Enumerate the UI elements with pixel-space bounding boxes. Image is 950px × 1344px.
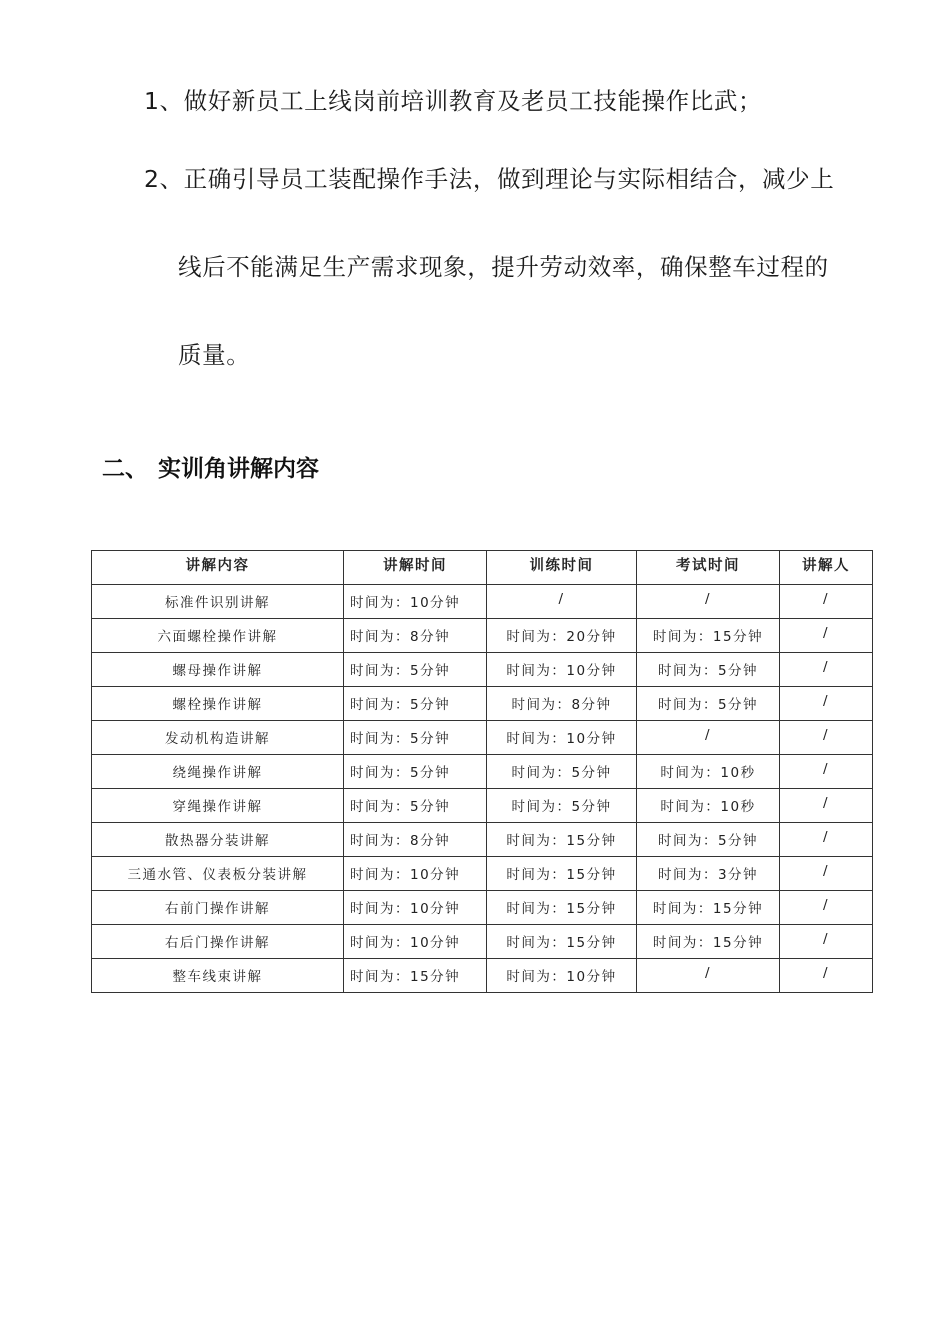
- cell-content: 发动机构造讲解: [92, 721, 344, 755]
- cell-training-time: 时间为：15分钟: [487, 857, 637, 891]
- table-row: [92, 959, 873, 993]
- cell-training-time: 时间为：10分钟: [487, 721, 637, 755]
- cell-content: 标准件识别讲解: [92, 585, 344, 619]
- cell-lecture-time: 时间为：5分钟: [344, 789, 487, 823]
- cell-lecture-time: 时间为：10分钟: [344, 857, 487, 891]
- cell-exam-time: /: [637, 585, 780, 619]
- table-row: [92, 687, 873, 721]
- cell-exam-time: 时间为：10秒: [637, 755, 780, 789]
- cell-exam-time: /: [637, 721, 780, 755]
- cell-content: 螺母操作讲解: [92, 653, 344, 687]
- cell-lecturer: /: [780, 687, 873, 721]
- table-row: [92, 653, 873, 687]
- cell-lecture-time: 时间为：5分钟: [344, 687, 487, 721]
- cell-content: 绕绳操作讲解: [92, 755, 344, 789]
- cell-training-time: 时间为：15分钟: [487, 925, 637, 959]
- cell-lecture-time: 时间为：10分钟: [344, 925, 487, 959]
- header-content: 讲解内容: [92, 551, 344, 585]
- cell-exam-time: 时间为：5分钟: [637, 687, 780, 721]
- objective-item-1: 1、做好新员工上线岗前培训教育及老员工技能操作比武；: [144, 87, 763, 115]
- cell-exam-time: 时间为：10秒: [637, 789, 780, 823]
- cell-training-time: 时间为：8分钟: [487, 687, 637, 721]
- section-title: 实训角讲解内容: [158, 456, 319, 482]
- cell-exam-time: 时间为：3分钟: [637, 857, 780, 891]
- table-row: [92, 721, 873, 755]
- objective-item-2-line-2: 线后不能满足生产需求现象，提升劳动效率，确保整车过程的: [178, 253, 829, 281]
- cell-lecturer: /: [780, 823, 873, 857]
- section-number: 二、: [102, 456, 148, 482]
- table-row: [92, 585, 873, 619]
- section-heading: [102, 454, 319, 484]
- table-row: [92, 789, 873, 823]
- cell-training-time: 时间为：5分钟: [487, 789, 637, 823]
- cell-lecturer: /: [780, 789, 873, 823]
- table-row: [92, 755, 873, 789]
- cell-lecture-time: 时间为：15分钟: [344, 959, 487, 993]
- cell-exam-time: 时间为：5分钟: [637, 653, 780, 687]
- cell-lecture-time: 时间为：10分钟: [344, 585, 487, 619]
- cell-training-time: 时间为：15分钟: [487, 891, 637, 925]
- table-header-row: [92, 551, 873, 585]
- header-lecture-time: 讲解时间: [344, 551, 487, 585]
- cell-exam-time: /: [637, 959, 780, 993]
- cell-lecturer: /: [780, 857, 873, 891]
- cell-content: 整车线束讲解: [92, 959, 344, 993]
- cell-training-time: 时间为：10分钟: [487, 959, 637, 993]
- header-training-time: 训练时间: [487, 551, 637, 585]
- cell-content: 三通水管、仪表板分装讲解: [92, 857, 344, 891]
- cell-training-time: /: [487, 585, 637, 619]
- cell-training-time: 时间为：20分钟: [487, 619, 637, 653]
- cell-lecturer: /: [780, 721, 873, 755]
- cell-exam-time: 时间为：15分钟: [637, 925, 780, 959]
- cell-content: 穿绳操作讲解: [92, 789, 344, 823]
- cell-content: 散热器分装讲解: [92, 823, 344, 857]
- table-row: [92, 891, 873, 925]
- cell-lecturer: /: [780, 959, 873, 993]
- cell-lecture-time: 时间为：5分钟: [344, 721, 487, 755]
- cell-lecture-time: 时间为：5分钟: [344, 653, 487, 687]
- cell-lecture-time: 时间为：8分钟: [344, 619, 487, 653]
- cell-training-time: 时间为：5分钟: [487, 755, 637, 789]
- cell-content: 六面螺栓操作讲解: [92, 619, 344, 653]
- cell-content: 螺栓操作讲解: [92, 687, 344, 721]
- cell-exam-time: 时间为：15分钟: [637, 619, 780, 653]
- cell-lecturer: /: [780, 755, 873, 789]
- cell-training-time: 时间为：10分钟: [487, 653, 637, 687]
- cell-lecture-time: 时间为：5分钟: [344, 755, 487, 789]
- cell-lecturer: /: [780, 891, 873, 925]
- cell-exam-time: 时间为：15分钟: [637, 891, 780, 925]
- objective-item-2-line-1: 2、正确引导员工装配操作手法，做到理论与实际相结合，减少上: [144, 165, 835, 193]
- header-exam-time: 考试时间: [637, 551, 780, 585]
- table-row: [92, 857, 873, 891]
- cell-training-time: 时间为：15分钟: [487, 823, 637, 857]
- cell-content: 右后门操作讲解: [92, 925, 344, 959]
- cell-lecturer: /: [780, 653, 873, 687]
- cell-lecturer: /: [780, 925, 873, 959]
- table-row: [92, 619, 873, 653]
- cell-exam-time: 时间为：5分钟: [637, 823, 780, 857]
- cell-lecture-time: 时间为：8分钟: [344, 823, 487, 857]
- cell-lecturer: /: [780, 585, 873, 619]
- objective-item-2-line-3: 质量。: [178, 341, 251, 369]
- training-schedule-table: [91, 550, 873, 993]
- cell-lecture-time: 时间为：10分钟: [344, 891, 487, 925]
- cell-content: 右前门操作讲解: [92, 891, 344, 925]
- header-lecturer: 讲解人: [780, 551, 873, 585]
- cell-lecturer: /: [780, 619, 873, 653]
- table-row: [92, 925, 873, 959]
- table-row: [92, 823, 873, 857]
